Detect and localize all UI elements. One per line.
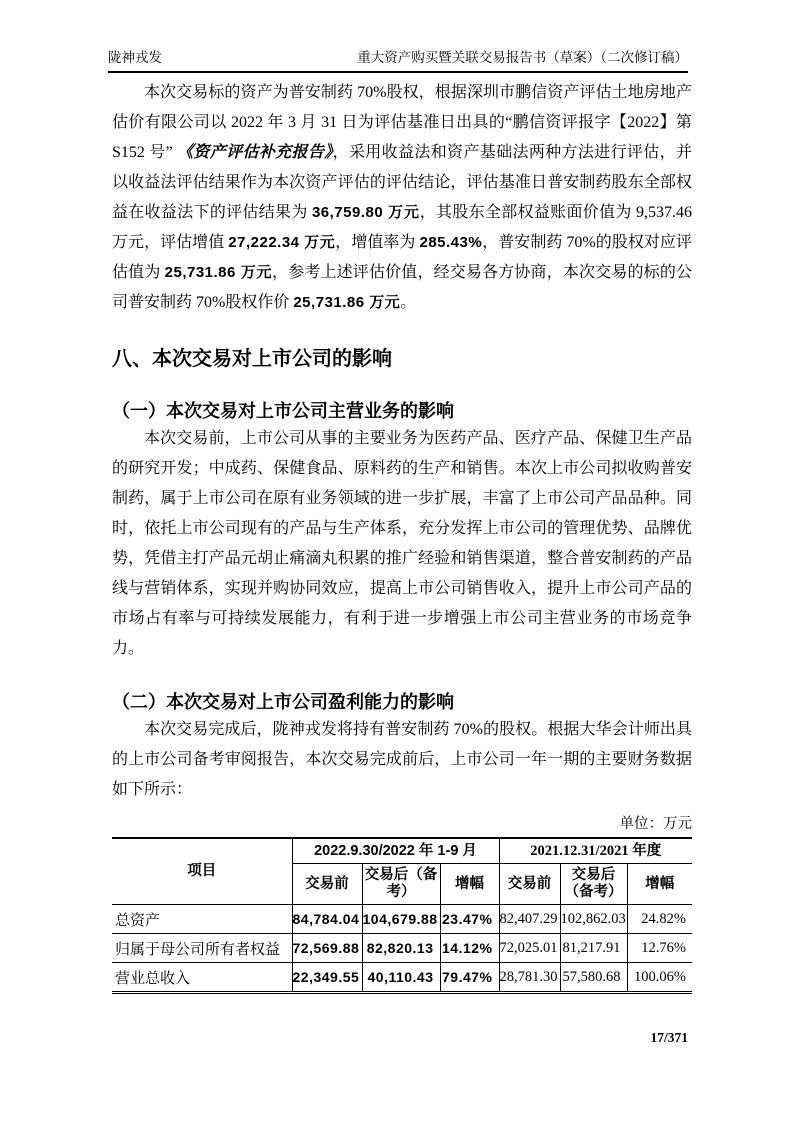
- table-row-parent-equity: [112, 934, 692, 963]
- document-body: [112, 78, 692, 994]
- valuation-text-segment: 。: [400, 294, 417, 311]
- paragraph-profitability-impact: 本次交易完成后，陇神戎发将持有普安制药 70%的股权。根据大华会计师出具的上市公司备考审阅报告，本次交易完成前后，上市公司一年一期的主要财务数据如下所示：: [112, 721, 692, 798]
- table-row-total-assets: [112, 905, 692, 934]
- valuation-text-segment: ，采用收益法和资产基础法两种方法进行评估，并以收益法评估结果作为本次资产评估的评估结论，评估基准日普安制药股东全部权益在收益法下的评估结果为: [112, 144, 692, 221]
- value-cell: 40,110.43: [362, 963, 440, 993]
- valuation-result-amount: 36,759.80 万元: [311, 204, 420, 221]
- valuation-text-segment: ，其股东全部权益账面价值为 9,537.46 万元，评估增值: [112, 204, 692, 251]
- valuation-text-segment: ，参考上述评估价值，经交易各方协商，本次交易的标的公司普安制药 70%股权作价: [112, 264, 692, 311]
- value-cell: 57,580.68: [560, 963, 627, 993]
- table-unit-label: 单位：万元: [619, 816, 692, 832]
- value-cell: 72,025.01: [499, 934, 560, 963]
- valuation-text-segment: 本次交易标的资产为普安制药 70%股权，根据深圳市鹏信资产评估土地房地产估价有限公司以 2022 年 3 月 31 日为评估基准日出具的“鹏信资评报字【2022】第 S152 号”: [112, 84, 692, 161]
- book-title-supplementary-valuation-report: 《资产评估补充报告》: [177, 144, 333, 161]
- subheader-post-transaction-2022: 交易后（备考）: [362, 864, 440, 905]
- subsection-1-heading: （一）本次交易对上市公司主营业务的影响: [112, 401, 454, 421]
- appreciation-rate: 285.43%: [419, 234, 483, 251]
- value-cell: 100.06%: [627, 963, 692, 993]
- page-footer: [650, 1030, 688, 1046]
- header-group-2022: 2022.9.30/2022 年 1-9 月: [292, 838, 499, 864]
- value-cell: 104,679.88: [362, 905, 440, 934]
- value-cell: 102,862.03: [560, 905, 627, 934]
- subheader-change-2022: 增幅: [440, 864, 499, 905]
- row-label: 营业总收入: [112, 963, 292, 993]
- page-number: 17/371: [650, 1030, 688, 1045]
- row-label: 总资产: [112, 905, 292, 934]
- header-item-column: 项目: [112, 838, 292, 905]
- value-cell: 84,784.04: [292, 905, 362, 934]
- transaction-price: 25,731.86 万元: [293, 294, 401, 311]
- table-group-header-row: [112, 838, 692, 864]
- subheader-pre-transaction-2021: 交易前: [499, 864, 560, 905]
- value-cell: 79.47%: [440, 963, 499, 993]
- equity-70pct-valuation: 25,731.86 万元: [164, 264, 273, 281]
- value-cell: 14.12%: [440, 934, 499, 963]
- subheader-post-transaction-2021: 交易后（备考）: [560, 864, 627, 905]
- header-report-title: 重大资产购买暨关联交易报告书（草案）（二次修订稿）: [357, 50, 688, 65]
- table-row-total-revenue: [112, 963, 692, 993]
- value-cell: 22,349.55: [292, 963, 362, 993]
- value-cell: 23.47%: [440, 905, 499, 934]
- header-company-name: 陇神戎发: [108, 50, 162, 65]
- valuation-text-segment: ，普安制药 70%的股权对应评估值为: [112, 234, 692, 281]
- paragraph-valuation: [112, 78, 692, 318]
- value-cell: 81,217.91: [560, 934, 627, 963]
- value-cell: 72,569.88: [292, 934, 362, 963]
- paragraph-main-business-impact: 本次交易前，上市公司从事的主要业务为医药产品、医疗产品、保健卫生产品的研究开发；中成药、保健食品、原料药的生产和销售。本次上市公司拟收购普安制药，属于上市公司在原有业务领域的进一步扩展，丰富了上市公司产品品种。同时，依托上市公司现有的产品与生产体系，充分发挥上市公司的管理优势、品牌优势，凭借主打产品元胡止痛滴丸积累的推广经验和销售渠道，整合普安制药的产品线与营销体系，实现并购协同效应，提高上市公司销售收入，提升上市公司产品的市场占有率与可持续发展能力，有利于进一步增强上市公司主营业务的市场竞争力。: [112, 430, 692, 657]
- financial-data-table: [112, 837, 692, 994]
- row-label: 归属于母公司所有者权益: [112, 934, 292, 963]
- subsection-2-heading: （二）本次交易对上市公司盈利能力的影响: [112, 692, 454, 712]
- appreciation-amount: 27,222.34 万元: [228, 234, 336, 251]
- section-heading-8: 八、本次交易对上市公司的影响: [112, 348, 392, 370]
- subheader-change-2021: 增幅: [627, 864, 692, 905]
- valuation-text-segment: ，增值率为: [335, 234, 420, 251]
- value-cell: 28,781.30: [499, 963, 560, 993]
- value-cell: 12.76%: [627, 934, 692, 963]
- subheader-pre-transaction-2022: 交易前: [292, 864, 362, 905]
- header-group-2021: 2021.12.31/2021 年度: [499, 838, 692, 864]
- value-cell: 82,820.13: [362, 934, 440, 963]
- value-cell: 82,407.29: [499, 905, 560, 934]
- page-header: [108, 46, 688, 73]
- value-cell: 24.82%: [627, 905, 692, 934]
